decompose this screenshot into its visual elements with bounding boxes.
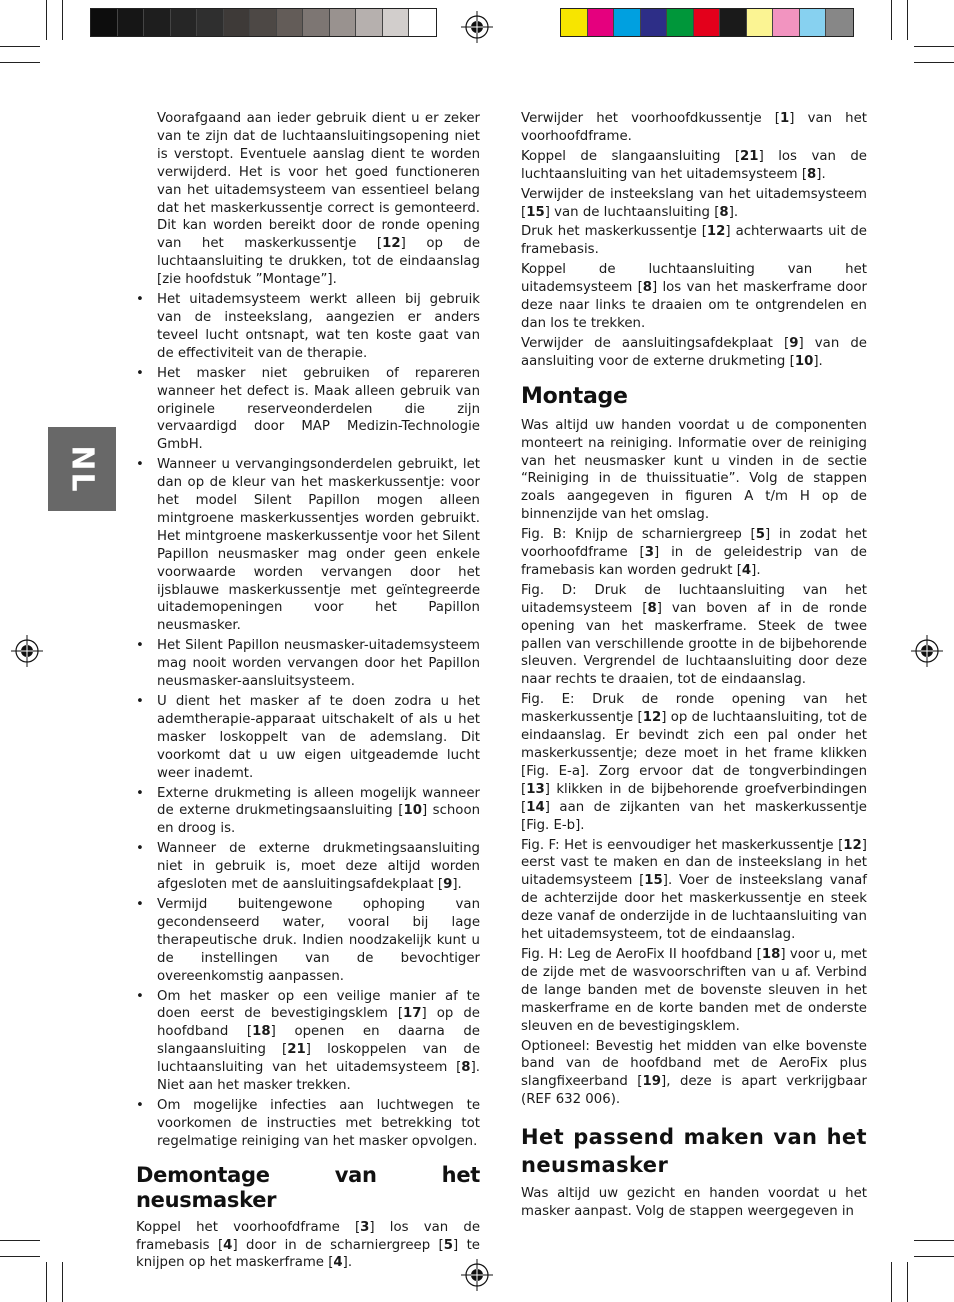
section-heading-demontage: Demontage van het neusmasker [136, 1162, 480, 1212]
crop-mark [914, 62, 954, 63]
paragraph: Fig. E: Druk de ronde opening van het maskerkussentje [12] op de luchtaansluiting, tot de eindaanslag. Er bevindt zich een pal onder het maskerkussentje; deze moet in het frame klikken [Fig. E-a]. Zorg ervoor dat de tongverbindingen [13] klikken in de bijbehorende groefverbindingen [14] aan de zijkanten van het maskerkussentje [Fig. E-b]. [521, 692, 868, 833]
list-item: • Het uitademsysteem werkt alleen bij gebruik van de insteekslang, aangezien er anders teveel lucht ontsnapt, wat ten koste gaat van de effectiviteit van de therapie. [136, 291, 480, 363]
registration-mark-icon [10, 634, 44, 668]
crop-mark [0, 46, 40, 47]
list-item: • Externe drukmeting is alleen mogelijk wanneer de externe drukmetingsaansluiting [10] schoon en droog is. [136, 785, 480, 839]
color-swatch [383, 9, 410, 36]
color-swatch [561, 9, 588, 36]
crop-mark [907, 0, 908, 40]
paragraph: Was altijd uw gezicht en handen voordat u het masker aanpast. Volg de stappen weergegeven in [521, 1186, 867, 1220]
list-item: • Wanneer u vervangingsonderdelen gebruikt, let dan op de kleur van het maskerkussentje: voor het model Silent Papillon mogen alleen mintgroene maskerkussentjes worden gebruikt. Het mintgroene maskerkussentje voor het Silent Papillon neusmasker mag onder geen enkele voorwaarde worden vervangen door het ijsblauwe maskerkussentje met geïntegreerde uitademopeningen voor het Papillon neusmasker. [136, 456, 480, 635]
paragraph: Fig. H: Leg de AeroFix II hoofdband [18] voor u, met de zijde met de wasvoorschriften van u af. Verbind de lange banden met de bovenste sleuven in het maskerframe en de korte banden met de onderste sleuven en de bevestigingsklem. [521, 946, 867, 1034]
color-swatch [118, 9, 145, 36]
color-swatch [614, 9, 641, 36]
paragraph: Fig. D: Druk de luchtaansluiting van het uitademsysteem [8] van boven af in de ronde opening van het maskerframe. Steek de twee pallen van verschillende grootte in de bijbehorende sleuven. Vergrendel de luchtaansluiting door deze naar rechts te draaien, tot de eindaanslag. [521, 582, 867, 688]
list-item: • Om het masker op een veilige manier af te doen eerst de bevestigingsklem [17] op de hoofdband [18] openen en daarna de slangaansluiting [21] loskoppelen van de luchtaansluiting van het uitademsysteem [8]. Niet aan het masker trekken. [136, 988, 480, 1095]
paragraph: Koppel de slangaansluiting [21] los van de luchtaansluiting van het uitademsysteem [8]. [521, 148, 867, 182]
paragraph: Koppel de luchtaansluiting van het uitademsysteem [8] los van het maskerframe door deze naar links te draaien om te ontgrendelen en dan los te trekken. [521, 262, 867, 331]
color-swatch [409, 9, 436, 36]
color-swatch [171, 9, 198, 36]
color-swatch [250, 9, 277, 36]
paragraph: Optioneel: Bevestig het midden van elke bovenste band van de hoofdband met de AeroFix plus slangfixeerband [19], deze is apart verkrijgbaar (REF 632 006). [521, 1038, 867, 1108]
paragraph: Fig. F: Het is eenvoudiger het maskerkussentje [12] eerst vast te maken en dan de insteekslang in het uitademsysteem [15]. Voer de insteekslang vanaf de achterzijde door het maskerkussentje en steek deze vanaf de onderzijde in de luchtaansluiting van het uitademsysteem, tot de eindaanslag. [521, 837, 867, 943]
crop-mark [0, 1256, 40, 1257]
color-swatch [303, 9, 330, 36]
warnings-list [136, 291, 480, 1151]
color-swatch [826, 9, 853, 36]
paragraph: Verwijder het voorhoofdkussentje [1] van het voorhoofdframe. [521, 111, 867, 144]
color-swatch [91, 9, 118, 36]
color-swatch [144, 9, 171, 36]
paragraph: Verwijder de aansluitingsafdekplaat [9] van de aansluiting voor de externe drukmeting [10]. [521, 335, 867, 369]
intro-paragraph: Voorafgaand aan ieder gebruik dient u er zeker van te zijn dat de luchtaansluitingsopening niet is verstopt. Eventuele aanslag dient te worden verwijderd. Het is voor het goed functioneren van het uitademsysteem van essentieel belang dat het maskerkussentje correct is gemonteerd. Dit kan worden bereikt door de ronde opening van het maskerkussentje [12] op de luchtaansluiting te drukken, tot de eindaanslag [zie hoofdstuk ”Montage”]. [157, 111, 480, 288]
process-color-bar [560, 8, 854, 37]
color-swatch [356, 9, 383, 36]
crop-mark [62, 1262, 63, 1302]
color-swatch [197, 9, 224, 36]
crop-mark [891, 0, 892, 40]
color-swatch [720, 9, 747, 36]
paragraph: Verwijder de insteekslang van het uitademsysteem [15] van de luchtaansluiting [8]. [521, 186, 867, 220]
crop-mark [0, 62, 40, 63]
section-heading-montage: Montage [521, 383, 628, 409]
color-swatch [694, 9, 721, 36]
list-item: • Om mogelijke infecties aan luchtwegen te voorkomen de instructies met betrekking tot regelmatige reiniging van het masker opvolgen. [136, 1097, 480, 1151]
left-column [136, 110, 480, 1274]
list-item: • Wanneer de externe drukmetingsaansluiting niet in gebruik is, moet deze altijd worden afgesloten met de aansluitingsafdekplaat [9]. [136, 840, 480, 894]
registration-mark-icon [460, 10, 494, 44]
color-swatch [588, 9, 615, 36]
paragraph: Druk het maskerkussentje [12] achterwaarts uit de framebasis. [521, 224, 867, 258]
list-item: • Vermijd buitengewone ophoping van gecondenseerd water, vooral bij lage therapeutische druk. Indien noodzakelijk kunt u de instellingen van de bevochtiger overeenkomstig aanpassen. [136, 896, 480, 986]
language-tab-label: NL [64, 444, 100, 494]
language-tab [48, 427, 116, 511]
crop-mark [0, 1240, 40, 1241]
right-column [521, 110, 867, 1223]
crop-mark [46, 0, 47, 40]
list-item: • U dient het masker af te doen zodra u het ademtherapie-apparaat uitschakelt of als u het masker loskoppelt van de ademslang. Dit voorkomt dat u uw eigen uitgeademde lucht weer inademt. [136, 693, 480, 783]
crop-mark [914, 1240, 954, 1241]
section-heading-passend: Het passend maken van het neusmasker [521, 1125, 867, 1178]
crop-mark [914, 1256, 954, 1257]
color-swatch [330, 9, 357, 36]
color-swatch [641, 9, 668, 36]
crop-mark [46, 1262, 47, 1302]
crop-mark [914, 46, 954, 47]
crop-mark [62, 0, 63, 40]
crop-mark [891, 1262, 892, 1302]
color-swatch [277, 9, 304, 36]
grayscale-color-bar [90, 8, 437, 37]
registration-mark-icon [910, 634, 944, 668]
color-swatch [800, 9, 827, 36]
color-swatch [667, 9, 694, 36]
list-item: • Het masker niet gebruiken of repareren wanneer het defect is. Maak alleen gebruik van originele reserveonderdelen die zijn vervaardigd door MAP Medizin-Technologie GmbH. [136, 365, 480, 455]
color-swatch [747, 9, 774, 36]
color-swatch [773, 9, 800, 36]
list-item: • Het Silent Papillon neusmasker-uitademsysteem mag nooit worden vervangen door het Papillon neusmasker-aansluitsysteem. [136, 637, 480, 691]
paragraph: Was altijd uw handen voordat u de componenten monteert na reiniging. Informatie over de reiniging van het neusmasker kunt u vinden in de sectie “Reiniging in de thuissituatie”. Volg de stappen zoals aangegeven in figuren A t/m H op de binnenzijde van het omslag. [521, 417, 867, 523]
paragraph: Fig. B: Knijp de scharniergreep [5] in zodat het voorhoofdframe [3] in de geleidestrip van de framebasis kan worden gedrukt [4]. [521, 527, 868, 578]
color-swatch [224, 9, 251, 36]
paragraph: Koppel het voorhoofdframe [3] los van de framebasis [4] door in de scharniergreep [5] te knijpen op het maskerframe [4]. [136, 1219, 480, 1271]
crop-mark [907, 1262, 908, 1302]
